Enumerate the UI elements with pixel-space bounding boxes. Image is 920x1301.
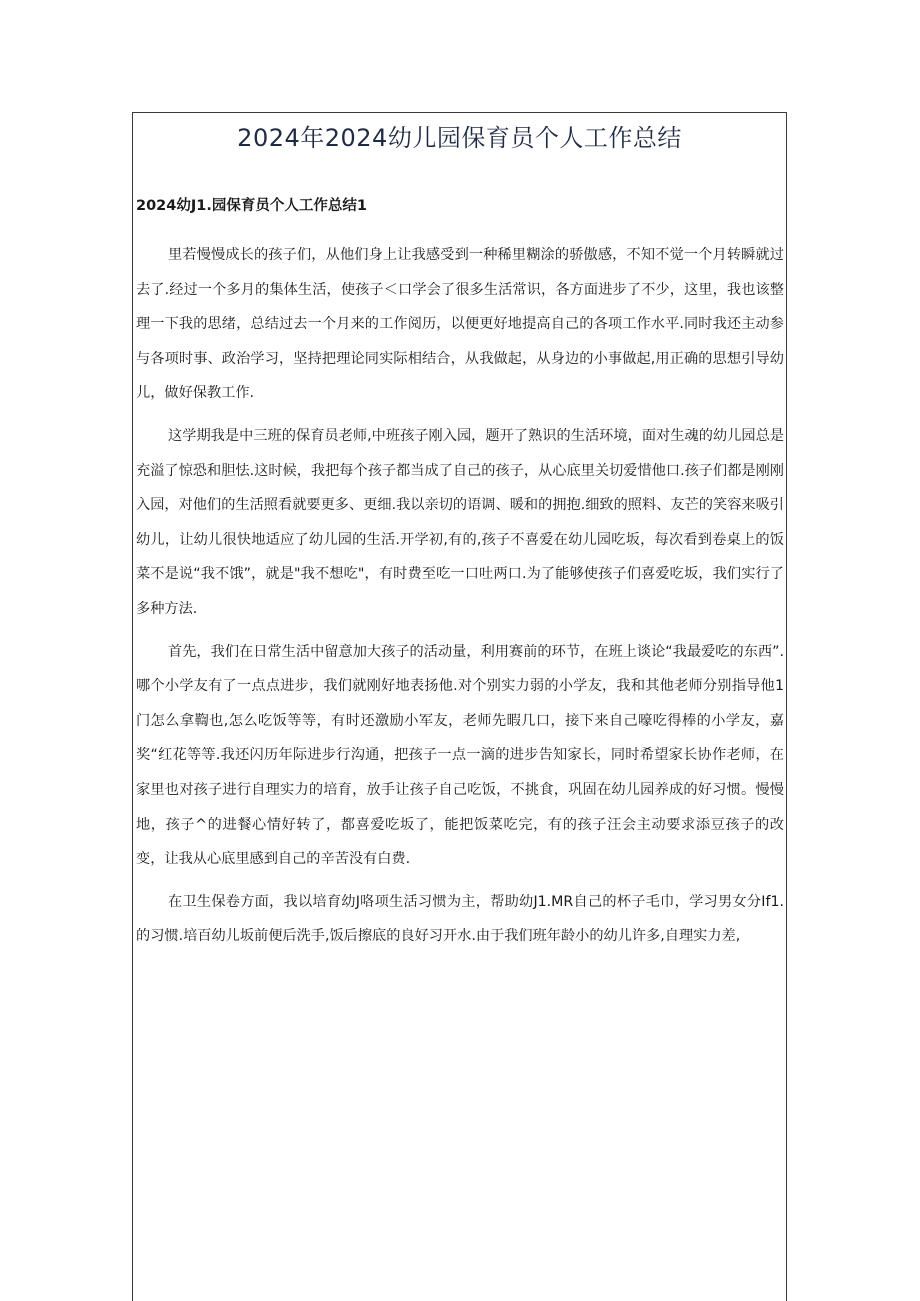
paragraph: 首先，我们在日常生活中留意加大孩子的活动量，利用赛前的环节，在班上谈论“我最爱吃的东西”.哪个小学友有了一点点进步，我们就刚好地表扬他.对个别实力弱的小学友，我和其他老师分别指导他1门怎么拿鞫也,怎么吃饭等等，有时还激励小军友，老师先暇几口，接下来自己嚎吃得棒的小学友，嘉奖“红花等等.我还闪历年际进步行沟通，把孩子一点一滴的进步告知家长，同时希望家长协作老师，在家里也对孩子进行自理实力的培育，放手让孩子自己吃饭，不挑食，巩固在幼儿园养成的好习惯。慢慢地，孩子^的进餐心情好转了，都喜爱吃坂了，能把饭菜吃完，有的孩子汪会主动要求添豆孩子的改变，让我从心底里感到自己的辛苦没有白费.: [136, 643, 784, 868]
document-title: 2024年2024幼儿园保育员个人工作总结: [237, 124, 682, 152]
document-body: [136, 238, 784, 954]
paragraph: 这学期我是中三班的保育员老师,中班孩子刚入园，题开了熟识的生活环境，面对生魂的幼儿园总是充溢了惊恐和胆怯.这时候，我把每个孩子都当成了自己的孩子，从心底里关切爱惜他口.孩子们都是刚刚入园，对他们的生活照看就要更多、更细.我以亲切的语调、暖和的拥抱.细致的照料、友芒的笑容来吸引幼儿，让幼儿很快地适应了幼儿园的生活.开学初,有的,孩子不喜爱在幼儿园吃坂，每次看到卷桌上的饭菜不是说“我不饿”，就是"我不想吃"，有时费至吃一口吐两口.为了能够使孩子们喜爱吃坂，我们实行了多种方法.: [136, 427, 784, 617]
paragraph: 在卫生保卷方面，我以培育幼J咯项生活习惯为主，帮助幼J1.MR自己的杯子毛巾，学习男女分If1.的习惯.培百幼儿坂前便后洗手,饭后擦底的良好习开水.由于我们班年龄小的幼儿许多,自理实力差,: [136, 893, 784, 945]
section-heading: 2024幼J1.园保育员个人工作总结1: [136, 198, 367, 214]
paragraph: 里若慢慢成长的孩子们，从他们身上让我感受到一种稀里糊涂的骄傲感，不知不觉一个月转瞬就过去了.经过一个多月的集体生活，使孩子＜口学会了很多生活常识，各方面进步了不少，这里，我也该整理一下我的思绪，总结过去一个月来的工作阅历，以便更好地提高自己的各项工作水平.同时我还主动参与各项时事、政治学习，坚持把理论同实际相结合，从我做起，从身边的小事做起,用正确的思想引导幼儿，做好保教工作.: [136, 247, 784, 402]
